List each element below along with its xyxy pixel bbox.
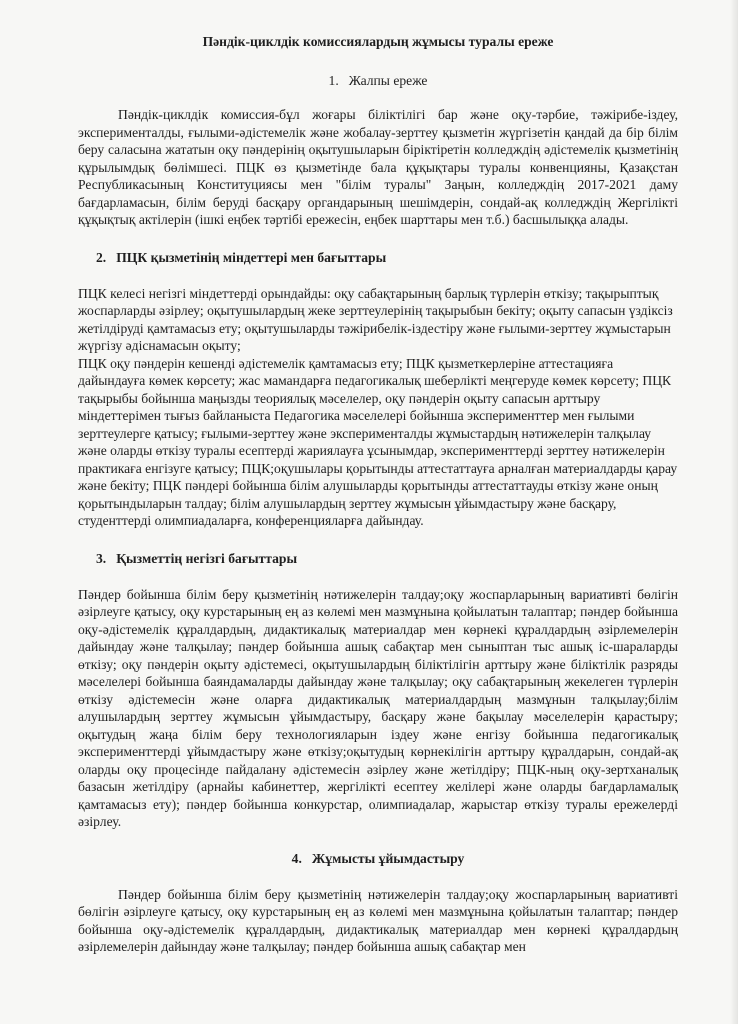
section-4-title: Жұмысты ұйымдастыру (311, 850, 465, 866)
section-4-number: 4. (291, 850, 302, 866)
section-2-number: 2. (96, 249, 107, 265)
section-3-number: 3. (96, 550, 107, 566)
section-4-heading (78, 850, 678, 867)
section-1-paragraph: Пәндік-циклдік комиссия-бұл жоғары біліктілігі бар және оқу-тәрбие, тәжірибе-іздеу, эксперименталды, ғылыми-әдістемелік және жобалау-зерттеу қызметін жүргізетін қандай да бір білім беру саласына жататын оқу пәндерінің оқытушыларын біріктіретін колледждің әдістемелік қызметінің құрылымдық бөлімшесі. ПЦК өз қызметінде бала құқықтары туралы конвенцияны, Қазақстан Республикасының Конституциясы мен "білім туралы" Заңын, колледждің 2017-2021 даму бағдарламасын, білім беруді басқару органдарының шешімдерін, сондай-ақ колледждің Жергілікті құқықтық актілерін (ішкі еңбек тәртібі ережесін, еңбек шарттары мен т.б.) басшылыққа алады. (78, 107, 678, 227)
section-1-heading (78, 72, 678, 89)
section-2-heading (96, 249, 678, 266)
section-3-paragraph: Пәндер бойынша білім беру қызметінің нәтижелерін талдау;оқу жоспарларының вариативті бөлігін әзірлеуге қатысу, оқу курстарының ең аз көлемі мен мазмұнына қойылатын талаптар; пәндер бойынша оқу-әдістемелік құралдардың, дидактикалық материалдар мен көрнекі құралдардың әзірлемелерін дайындау және талқылау; пәндер бойынша ашық сабақтар мен сыныптан тыс ашық іс-шараларды өткізу; оқу пәндерін оқыту әдістемесі, оқытушылардың біліктілігін арттыру және біліктілік разряды мәселелері бойынша баяндамаларды дайындау және талқылау; оқу сабақтарының жекелеген түрлерін өткізу әдістемесін және оларға дидактикалық материалдардың мазмұнын талқылау;білім алушылардың зерттеу жұмысын ұйымдастыру, басқару және бақылау мәселелерін қарастыру; оқытудың жаңа білім беру технологияларын іздеу және енгізу бойынша педагогикалық эксперименттерді ұйымдастыру және өткізу;оқытудың көрнекілігін арттыру құралдарын, сондай-ақ оларды оқу процесінде пайдалану әдістемесін әзірлеу және жетілдіру; ПЦК-ның оқу-зертханалық базасын жетілдіру (арнайы кабинеттер, жергілікті есептеу желілері және оларды бағдарламалық қамтамасыз ету); пәндер бойынша конкурстар, олимпиадалар, жарыстар өткізу туралы ережелерді әзірлеу. (78, 586, 678, 829)
section-1-number: 1. (328, 73, 339, 88)
section-2-paragraph-1: ПЦК келесі негізгі міндеттерді орындайды: оқу сабақтарының барлық түрлерін өткізу; тақырыптық жоспарларды әзірлеу; оқытушылардың жеке зерттеулерінің тақырыбын бекіту; оқыту сапасын үздіксіз жетілдіруді қамтамасыз ету; оқытушыларды тәжірибелік-іздестіру және ғылыми-зерттеу жұмыстарын жүргізу әдіснамасын оқыту; (78, 285, 673, 353)
section-3-title: Қызметтің негізгі бағыттары (116, 550, 298, 566)
section-2-paragraph-2: ПЦК оқу пәндерін кешенді әдістемелік қамтамасыз ету; ПЦК қызметкерлеріне аттестацияға дайындауға көмек көрсету; жас мамандарға педагогикалық шеберлікті меңгеруде көмек көрсету; ПЦК тақырыбы бойынша маңызды теориялық мәселелер, оқу пәндерін оқыту сапасын арттыру міндеттерімен тығыз байланыста Педагогика мәселелері бойынша эксперименттер мен ғылыми зерттеулерге қатысу; ғылыми-зерттеу және эксперименталды жұмыстардың нәтижелерін талқылау және оларды өткізу туралы есептерді жариялауға ұсынымдар, эксперименттерді зерттеу нәтижелерін практикаға енгізуге қатысу; ПЦК;оқушылары қорытынды аттестаттауға арналған материалдарды қарау және бекіту; ПЦК пәндері бойынша білім алушыларды қорытынды аттестаттауды өткізу және оның қорытындыларын талдау; білім алушылардың зерттеу жұмысын ұйымдастыру және басқару, студенттерді олимпиадаларға, конференцияларға дайындау. (78, 355, 678, 528)
scan-edge-shadow (730, 0, 738, 1024)
document-title: Пәндік-циклдік комиссиялардың жұмысы туралы ереже (202, 34, 554, 49)
section-1-title: Жалпы ереже (348, 73, 428, 88)
section-2-title: ПЦК қызметінің міндеттері мен бағыттары (116, 249, 387, 265)
section-3-heading (96, 550, 678, 567)
section-4-paragraph: Пәндер бойынша білім беру қызметінің нәтижелерін талдау;оқу жоспарларының вариативті бөлігін әзірлеуге қатысу, оқу курстарының ең аз көлемі мен мазмұнына қойылатын талаптар; пәндер бойынша оқу-әдістемелік құралдардың, дидактикалық материалдар мен көрнекі құралдардың әзірлемелерін дайындау және талқылау; пәндер бойынша ашық сабақтар мен (78, 886, 678, 954)
